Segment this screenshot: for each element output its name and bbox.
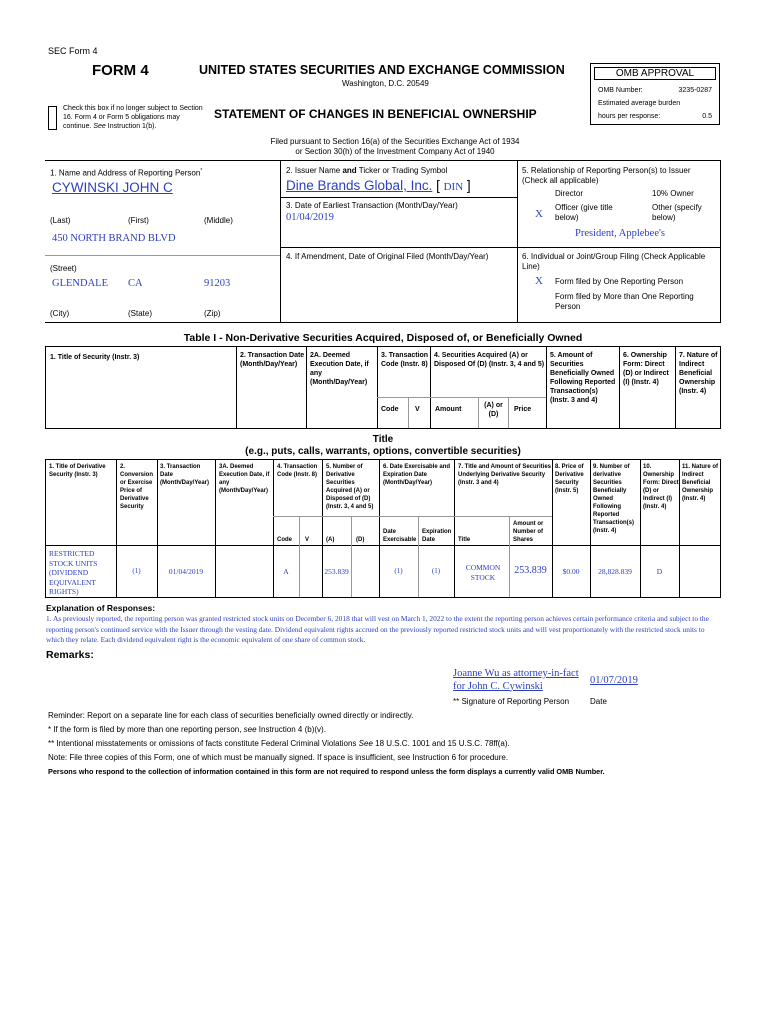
hours-label: hours per response: [598,113,661,120]
state-value: CA [128,278,143,289]
t1-col-securities-acquired: 4. Securities Acquired (A) or Disposed Of (D) (Instr. 3, 4 and 5) [434,352,545,368]
date-label: Date [590,697,607,706]
issuer-label: 2. Issuer Name and Ticker or Trading Symbol [286,166,448,175]
relationship-label: 5. Relationship of Reporting Person(s) to Issuer (Check all applicable) [522,166,691,185]
t2-row-owned: 28,828.839 [598,567,632,576]
t1-sub-code: Code [381,406,399,413]
last-label: (Last) [50,216,71,225]
agency-title: UNITED STATES SECURITIES AND EXCHANGE COMMISSION [199,63,565,77]
reporting-person-label: 1. Name and Address of Reporting Person* [50,168,203,178]
filed-pursuant: Filed pursuant to Section 16(a) of the Securities Exchange Act of 1934 or Section 30(h) of the Investment Company Act of 1940 [270,137,520,156]
officer-option[interactable]: Officer (give title below) [555,203,613,222]
t2-col-nature-indirect: 11. Nature of Indirect Beneficial Ownership (Instr. 4) [682,464,719,502]
omb-number-label: OMB Number: [598,87,643,94]
t2-row-expiration: (1) [431,567,441,575]
reporting-person-name[interactable]: CYWINSKI JOHN C [52,180,173,195]
agency-location: Washington, D.C. 20549 [342,79,429,88]
no-longer-subject-checkbox[interactable] [48,106,57,130]
more-reporting-persons-option[interactable]: Form filed by More than One Reporting Person [555,292,694,311]
officer-checked-mark: X [535,208,543,220]
omb-title: OMB APPROVAL [594,67,716,80]
omb-notice: Persons who respond to the collection of information contained in this form are not required to respond unless the form displays a currently valid OMB Number. [48,767,605,776]
t2-sub-d: (D) [356,537,365,543]
omb-approval-box [590,63,720,125]
t1-sub-a-or-d: (A) or (D) [484,402,503,418]
signature-label: ** Signature of Reporting Person [453,697,570,706]
checkbox-text: Check this box if no longer subject to Section 16. Form 4 or Form 5 obligations may continue. See Instruction 1(b). [63,105,203,130]
t1-col-nature-indirect: 7. Nature of Indirect Beneficial Ownership (Instr. 4) [679,352,718,395]
footnote-multiple-persons: * If the form is filed by more than one reporting person, see Instruction 4 (b)(v). [48,725,326,734]
explanation-heading: Explanation of Responses: [46,603,156,613]
t1-col-transaction-date: 2. Transaction Date (Month/Day/Year) [240,352,305,368]
t2-sub-code: Code [277,537,292,543]
t2-sub-date-exercisable: Date Exercisable [383,529,417,543]
t2-row-conversion: (1) [132,567,141,575]
table1-title: Table I - Non-Derivative Securities Acquired, Disposed of, or Beneficially Owned [183,332,583,344]
signature-date-value: 01/07/2019 [590,675,638,686]
remarks-heading: Remarks: [46,649,94,661]
t2-sub-amount-shares: Amount or Number of Shares [513,521,544,543]
t1-col-ownership-form: 6. Ownership Form: Direct (D) or Indirect (I) (Instr. 4) [623,352,669,386]
amendment-label: 4. If Amendment, Date of Original Filed (Month/Day/Year) [286,252,489,261]
city-value: GLENDALE [52,278,108,289]
hours-value: 0.5 [702,113,712,120]
t1-sub-v: V [415,406,420,413]
t2-col-number-owned: 9. Number of derivative Securities Beneficially Owned Following Reported Transaction(s) (Instr. 4) [593,464,635,534]
t2-sub-expiration: Expiration Date [422,529,452,543]
footnote-criminal-violations: ** Intentional misstatements or omissions of facts constitute Federal Criminal Violations See 18 U.S.C. 1001 and 15 U.S.C. 78ff(a). [48,739,510,748]
state-label: (State) [128,309,153,318]
t2-row-date-exercisable: (1) [394,567,403,575]
burden-label: Estimated average burden [598,100,681,107]
ten-percent-owner-option[interactable]: 10% Owner [652,189,694,198]
signature-value: Joanne Wu as attorney-in-fact for John C. Cywinski [453,668,579,692]
t2-col-title: 1. Title of Derivative Security (Instr. 3) [49,464,106,478]
t2-row-acquired: 253.839 [324,567,349,576]
t2-col-transaction-date: 3. Transaction Date (Month/Day/Year) [160,464,210,486]
t2-col-date-exercisable: 6. Date Exercisable and Expiration Date (Month/Day/Year) [383,464,451,486]
t2-row-title: COMMON STOCK [465,563,501,582]
street-value: 450 NORTH BRAND BLVD [52,233,176,244]
reminder-note: Reminder: Report on a separate line for each class of securities beneficially owned directly or indirectly. [48,711,414,720]
middle-label: (Middle) [204,216,233,225]
issuer-name-link[interactable]: Dine Brands Global, Inc. [286,178,433,193]
t1-col-transaction-code: 3. Transaction Code (Instr. 8) [381,352,429,368]
zip-label: (Zip) [204,309,221,318]
one-person-checked-mark: X [535,275,543,287]
ticker-symbol: DIN [443,181,464,193]
explanation-text: 1. As previously reported, the reporting person was granted restricted stock units on December 6, 2018 that will vest on March 1, 2022 to the extent the reporting person achieves certain performance criteria and subject to the reporting person's continued service with the Issuer through the vesting date. Dividend equivalent rights accrued on the previously reported restricted stock units and will vest proportionately with the restricted stock units to which they relate. Each dividend equivalent right is the economic equivalent of one share of common stock. [46,614,709,644]
t2-col-transaction-code: 4. Transaction Code (Instr. 8) [277,464,318,478]
earliest-transaction-date: 01/04/2019 [286,212,334,223]
filing-type-label: 6. Individual or Joint/Group Filing (Check Applicable Line) [522,252,706,271]
t2-col-price: 8. Price of Derivative Security (Instr. 5) [555,464,584,494]
sec-form-label: SEC Form 4 [48,46,98,56]
statement-title: STATEMENT OF CHANGES IN BENEFICIAL OWNERSHIP [214,107,537,121]
t2-col-underlying: 7. Title and Amount of Securities Underlying Derivative Security (Instr. 3 and 4) [458,464,552,486]
table2-title: Title (e.g., puts, calls, warrants, options, convertible securities) [245,434,521,457]
form-title: FORM 4 [92,62,149,79]
t1-sub-price: Price [514,406,532,413]
t1-col-deemed-date: 2A. Deemed Execution Date, if any (Month/Day/Year) [310,352,369,386]
issuer-name-ticker: Dine Brands Global, Inc. [ DIN ] [286,178,471,193]
first-label: (First) [128,216,149,225]
t2-col-ownership-form: 10. Ownership Form: Direct (D) or Indirect (I) (Instr. 4) [643,464,679,510]
t1-col-title-of-security: 1. Title of Security (Instr. 3) [50,354,140,361]
t1-col-amount-owned: 5. Amount of Securities Beneficially Owned Following Reported Transaction(s) (Instr. 3 and 4) [550,352,616,404]
t2-row-form: D [656,567,663,576]
omb-number-value: 3235-0287 [678,87,712,94]
earliest-transaction-label: 3. Date of Earliest Transaction (Month/Day/Year) [286,201,458,210]
t2-row-shares: 253.839 [514,565,547,576]
t2-sub-v: V [305,537,310,543]
zip-value: 91203 [204,278,231,289]
t2-row-date: 01/04/2019 [168,567,204,576]
t2-row-security: RESTRICTED STOCK UNITS (DIVIDEND EQUIVALENT RIGHTS) [49,549,98,596]
officer-title-value: President, Applebee's [575,228,665,239]
one-reporting-person-option[interactable]: Form filed by One Reporting Person [555,277,684,286]
t2-col-number-derivative: 5. Number of Derivative Securities Acquired (A) or Disposed of (D) (Instr. 3, 4 and 5) [326,464,374,510]
footnote-three-copies: Note: File three copies of this Form, one of which must be manually signed. If space is insufficient, see Instruction 6 for procedure. [48,753,509,762]
t2-col-conversion-price: 2. Conversion or Exercise Price of Derivative Security [120,464,154,510]
t2-row-code: A [283,567,289,576]
t2-sub-title: Title [458,537,471,543]
other-option[interactable]: Other (specify below) [652,203,702,222]
t2-row-price: $0.00 [562,567,580,576]
t1-sub-amount: Amount [435,406,462,413]
director-option[interactable]: Director [555,189,584,198]
t2-col-deemed-date: 3A. Deemed Execution Date, if any (Month/Day/Year) [219,464,270,494]
city-label: (City) [50,309,70,318]
t2-sub-a: (A) [326,537,335,543]
street-label: (Street) [50,264,77,273]
